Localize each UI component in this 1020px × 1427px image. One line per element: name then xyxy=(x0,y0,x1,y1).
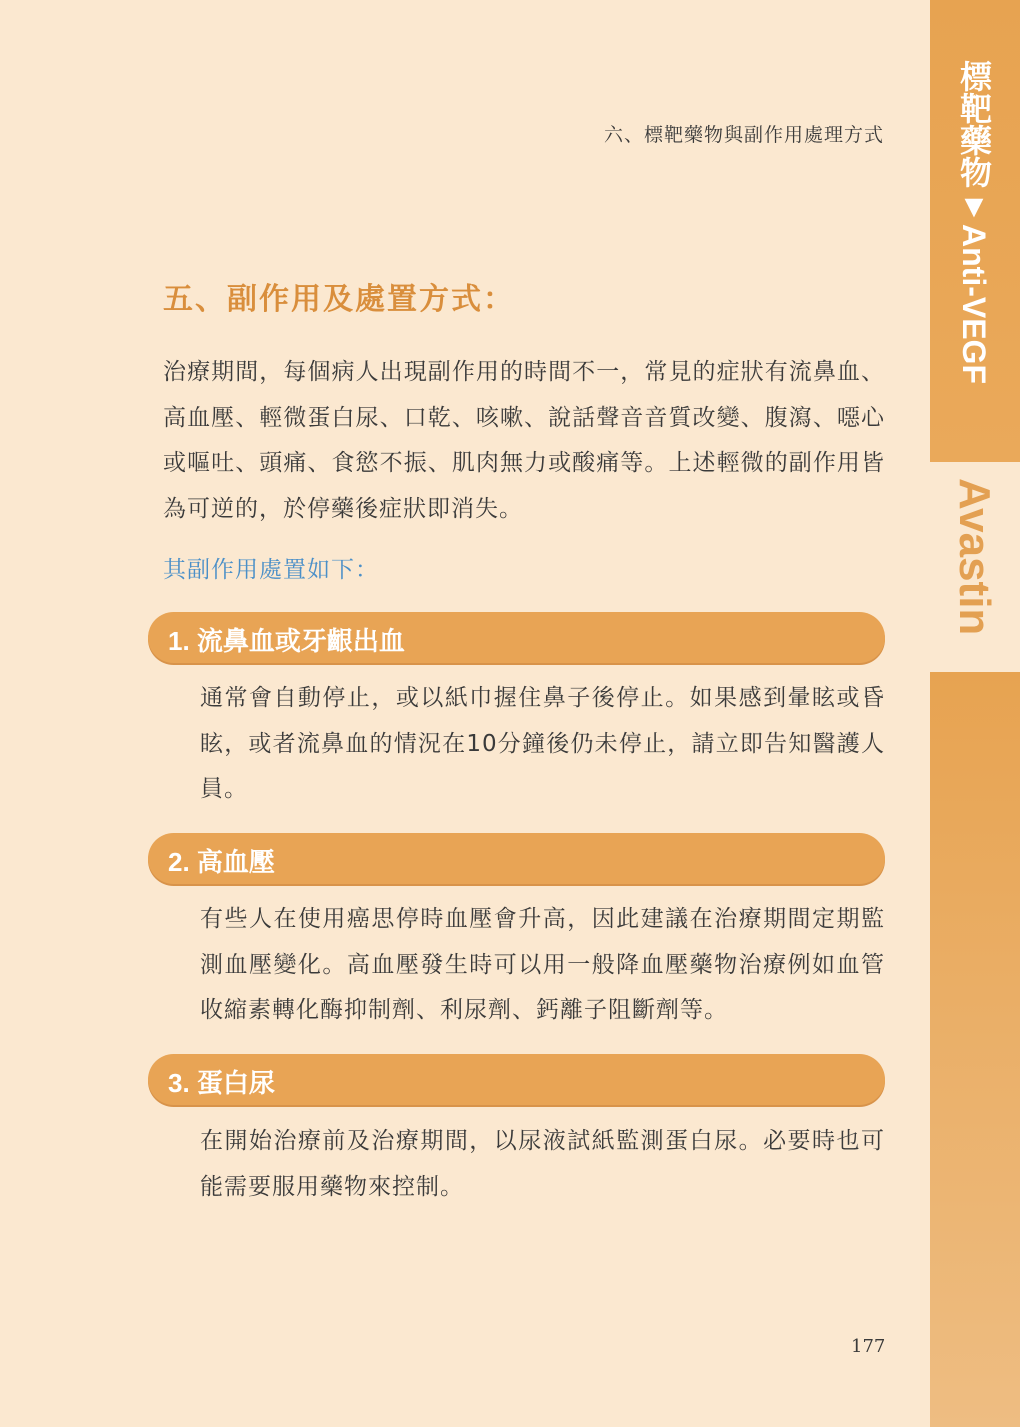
item-header-bar xyxy=(148,833,885,884)
item-body: 通常會自動停止，或以紙巾握住鼻子後停止。如果感到暈眩或昏眩，或者流鼻血的情況在10分鐘後仍未停止，請立即告知醫護人員。 xyxy=(200,685,885,802)
side-tab-category: 標靶藥物▼Anti-VEGF xyxy=(956,60,992,384)
side-tab-background-bottom xyxy=(930,672,1020,1427)
item-header-bar xyxy=(148,612,885,663)
intro-paragraph: 治療期間，每個病人出現副作用的時間不一，常見的症狀有流鼻血、高血壓、輕微蛋白尿、口乾、咳嗽、說話聲音音質改變、腹瀉、噁心或嘔吐、頭痛、食慾不振、肌肉無力或酸痛等。上述輕微的副作用皆為可逆的，於停藥後症狀即消失。 xyxy=(163,359,885,522)
item-title: 1. 流鼻血或牙齦出血 xyxy=(168,626,405,656)
subheading: 其副作用處置如下： xyxy=(163,557,379,583)
item-title: 2. 高血壓 xyxy=(168,847,275,877)
page-number: 177 xyxy=(851,1336,886,1357)
side-tab-drug-name: Avastin xyxy=(950,478,999,636)
item-body: 在開始治療前及治療期間，以尿液試紙監測蛋白尿。必要時也可能需要服用藥物來控制。 xyxy=(200,1128,885,1200)
item-header-bar xyxy=(148,1054,885,1105)
section-title: 五、副作用及處置方式： xyxy=(163,282,515,317)
running-head: 六、標靶藥物與副作用處理方式 xyxy=(603,124,884,146)
item-title: 3. 蛋白尿 xyxy=(168,1068,275,1098)
item-body: 有些人在使用癌思停時血壓會升高，因此建議在治療期間定期監測血壓變化。高血壓發生時可以用一般降血壓藥物治療例如血管收縮素轉化酶抑制劑、利尿劑、鈣離子阻斷劑等。 xyxy=(200,906,885,1023)
